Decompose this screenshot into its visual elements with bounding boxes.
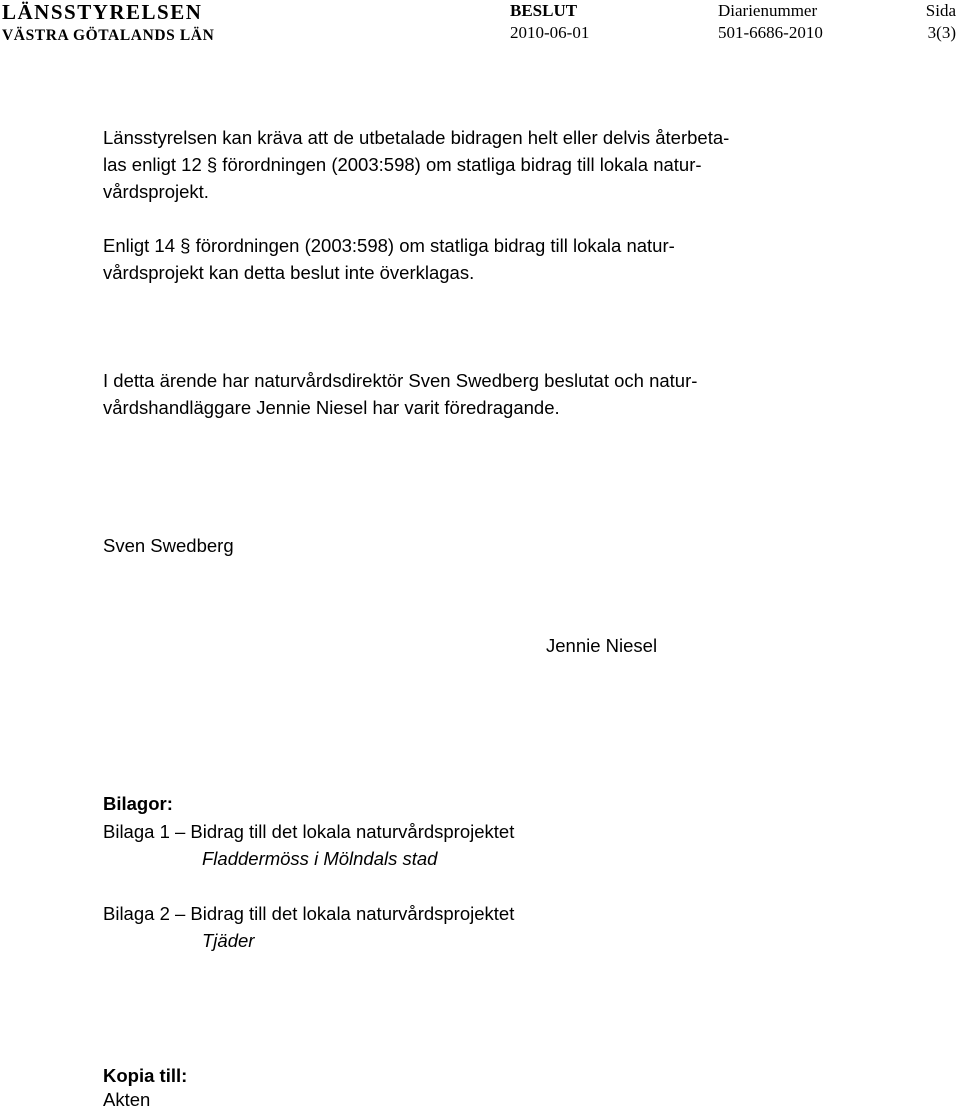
- copy-heading: Kopia till:: [103, 1065, 188, 1086]
- authority-region: VÄSTRA GÖTALANDS LÄN: [2, 27, 215, 44]
- attachments-heading: Bilagor:: [103, 793, 173, 814]
- page-label: Sida: [925, 1, 956, 20]
- paragraph-line: vårdsprojekt.: [103, 181, 209, 202]
- paragraph-decision-makers: [103, 367, 823, 421]
- signature-presenter: Jennie Niesel: [546, 635, 658, 656]
- attachment-item-1: Bilaga 1 – Bidrag till det lokala naturvårdsprojektet: [103, 821, 515, 842]
- document-date: 2010-06-01: [510, 23, 590, 42]
- document-type: BESLUT: [510, 1, 578, 20]
- authority-logo: [2, 2, 214, 44]
- page-number: 3(3): [927, 23, 956, 42]
- paragraph-appeal: [103, 232, 823, 286]
- registration-label: Diarienummer: [718, 1, 818, 20]
- paragraph-line: vårdsprojekt kan detta beslut inte överklagas.: [103, 262, 475, 283]
- paragraph-line: Länsstyrelsen kan kräva att de utbetalade bidragen helt eller delvis återbeta-: [103, 127, 730, 148]
- attachment-item-2: Bilaga 2 – Bidrag till det lokala naturvårdsprojektet: [103, 903, 515, 924]
- paragraph-line: vårdshandläggare Jennie Niesel har varit föredragande.: [103, 397, 560, 418]
- paragraph-line: I detta ärende har naturvårdsdirektör Sven Swedberg beslutat och natur-: [103, 370, 698, 391]
- authority-name: LÄNSSTYRELSEN: [2, 0, 203, 24]
- attachment-project-name-2: Tjäder: [202, 930, 255, 951]
- registration-number: 501-6686-2010: [718, 23, 823, 42]
- paragraph-line: Enligt 14 § förordningen (2003:598) om statliga bidrag till lokala natur-: [103, 235, 675, 256]
- signature-decision-maker: Sven Swedberg: [103, 535, 234, 556]
- paragraph-repayment: [103, 124, 823, 205]
- copy-recipient: Akten: [103, 1089, 151, 1110]
- paragraph-line: las enligt 12 § förordningen (2003:598) om statliga bidrag till lokala natur-: [103, 154, 702, 175]
- attachment-project-name-1: Fladdermöss i Mölndals stad: [202, 848, 438, 869]
